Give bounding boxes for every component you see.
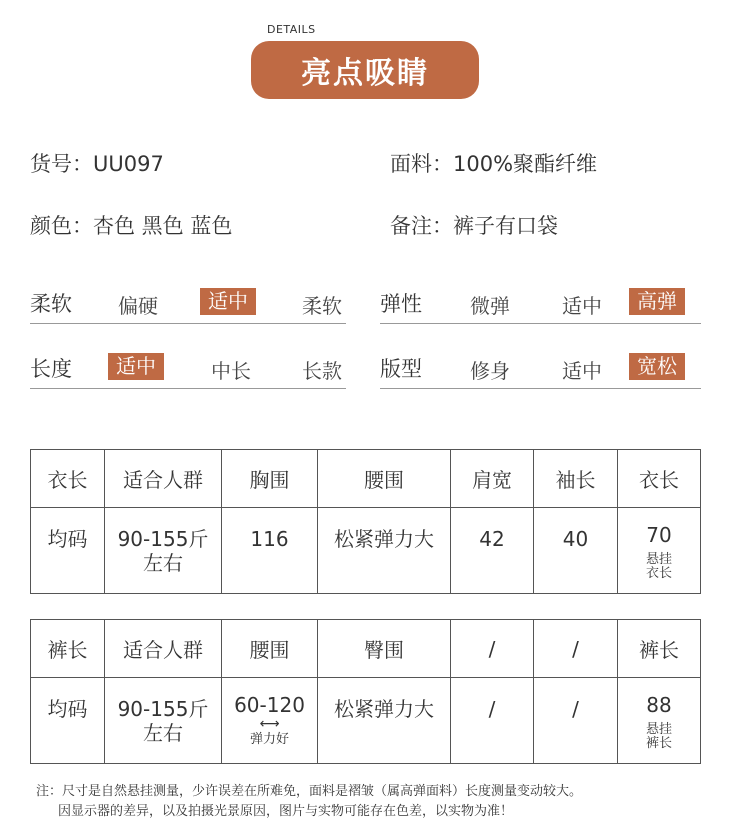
color-info: 颜色：杏色 黑色 蓝色 bbox=[30, 214, 233, 238]
header-cell: 适合人群 bbox=[105, 450, 222, 508]
table-header-row bbox=[31, 620, 701, 678]
length-note-line2: 裤长 bbox=[645, 736, 672, 751]
header-cell: 腰围 bbox=[318, 450, 451, 508]
softness-label: 柔软 bbox=[30, 292, 72, 316]
group-weight: 90-155斤 bbox=[117, 697, 209, 721]
group-approx: 左右 bbox=[143, 721, 183, 745]
length-value: 88 bbox=[646, 693, 672, 717]
hip-cell: 松紧弹力大 bbox=[318, 678, 451, 764]
elasticity-option-slight: 微弹 bbox=[470, 294, 510, 318]
sleeve-cell: 40 bbox=[534, 508, 618, 594]
divider bbox=[380, 323, 701, 324]
header-cell: 胸围 bbox=[222, 450, 318, 508]
header-cell: 裤长 bbox=[31, 620, 105, 678]
section-title-badge: 亮点吸睛 bbox=[251, 41, 479, 99]
length-note bbox=[618, 553, 700, 581]
details-label: DETAILS bbox=[267, 23, 316, 36]
length-label: 长度 bbox=[30, 357, 72, 381]
header-cell: 肩宽 bbox=[451, 450, 534, 508]
shoulder-cell: 42 bbox=[451, 508, 534, 594]
table-header-row bbox=[31, 450, 701, 508]
length-note bbox=[618, 723, 700, 751]
bottom-size-table bbox=[30, 619, 701, 764]
header-cell: 衣长 bbox=[618, 450, 701, 508]
length-option-medium-selected: 适中 bbox=[108, 353, 164, 380]
elasticity-option-medium: 适中 bbox=[562, 294, 602, 318]
group-approx: 左右 bbox=[143, 551, 183, 575]
elasticity-label: 弹性 bbox=[380, 292, 422, 316]
header-cell: 臀围 bbox=[318, 620, 451, 678]
item-number: 货号：UU097 bbox=[30, 152, 164, 176]
softness-option-hard: 偏硬 bbox=[118, 294, 158, 318]
divider bbox=[380, 388, 701, 389]
group-cell bbox=[105, 678, 222, 764]
header-cell: 适合人群 bbox=[105, 620, 222, 678]
divider bbox=[30, 323, 346, 324]
table-row bbox=[31, 678, 701, 764]
header-cell: 袖长 bbox=[534, 450, 618, 508]
note-line-1: 注：尺寸是自然悬挂测量，少许误差在所难免，面料是褶皱（属高弹面料）长度测量变动较大。 bbox=[36, 784, 583, 799]
header-cell: 裤长 bbox=[618, 620, 701, 678]
waist-value: 60-120 bbox=[234, 693, 305, 717]
softness-option-soft: 柔软 bbox=[302, 294, 342, 318]
waist-cell: 松紧弹力大 bbox=[318, 508, 451, 594]
group-weight: 90-155斤 bbox=[117, 527, 209, 551]
softness-option-medium-selected: 适中 bbox=[200, 288, 256, 315]
length-note-line2: 衣长 bbox=[645, 566, 672, 581]
waist-note: 弹力好 bbox=[249, 732, 289, 747]
top-size-table bbox=[30, 449, 701, 594]
elasticity-option-high-selected: 高弹 bbox=[629, 288, 685, 315]
double-arrow-icon: ⟷ bbox=[259, 716, 280, 732]
header-cell: / bbox=[534, 620, 618, 678]
header-cell: 衣长 bbox=[31, 450, 105, 508]
slash-cell: / bbox=[534, 678, 618, 764]
waist-cell bbox=[222, 678, 318, 764]
note-line-2: 因显示器的差异，以及拍摄光景原因，图片与实物可能存在色差，以实物为准！ bbox=[58, 804, 514, 819]
fit-option-slim: 修身 bbox=[470, 359, 510, 383]
table-row bbox=[31, 508, 701, 594]
fit-label: 版型 bbox=[380, 357, 422, 381]
size-cell: 均码 bbox=[31, 508, 105, 594]
divider bbox=[30, 388, 346, 389]
length-cell bbox=[618, 508, 701, 594]
length-option-long: 长款 bbox=[302, 359, 342, 383]
length-cell bbox=[618, 678, 701, 764]
slash-cell: / bbox=[451, 678, 534, 764]
size-cell: 均码 bbox=[31, 678, 105, 764]
length-note-line1: 悬挂 bbox=[645, 552, 672, 567]
group-cell bbox=[105, 508, 222, 594]
fit-option-regular: 适中 bbox=[562, 359, 602, 383]
fabric-info: 面料：100%聚酯纤维 bbox=[390, 152, 598, 176]
length-value: 70 bbox=[646, 523, 672, 547]
length-note-line1: 悬挂 bbox=[645, 722, 672, 737]
remark-info: 备注：裤子有口袋 bbox=[390, 214, 558, 238]
header-cell: / bbox=[451, 620, 534, 678]
fit-option-loose-selected: 宽松 bbox=[629, 353, 685, 380]
length-option-midlong: 中长 bbox=[211, 359, 251, 383]
chest-cell: 116 bbox=[222, 508, 318, 594]
header-cell: 腰围 bbox=[222, 620, 318, 678]
